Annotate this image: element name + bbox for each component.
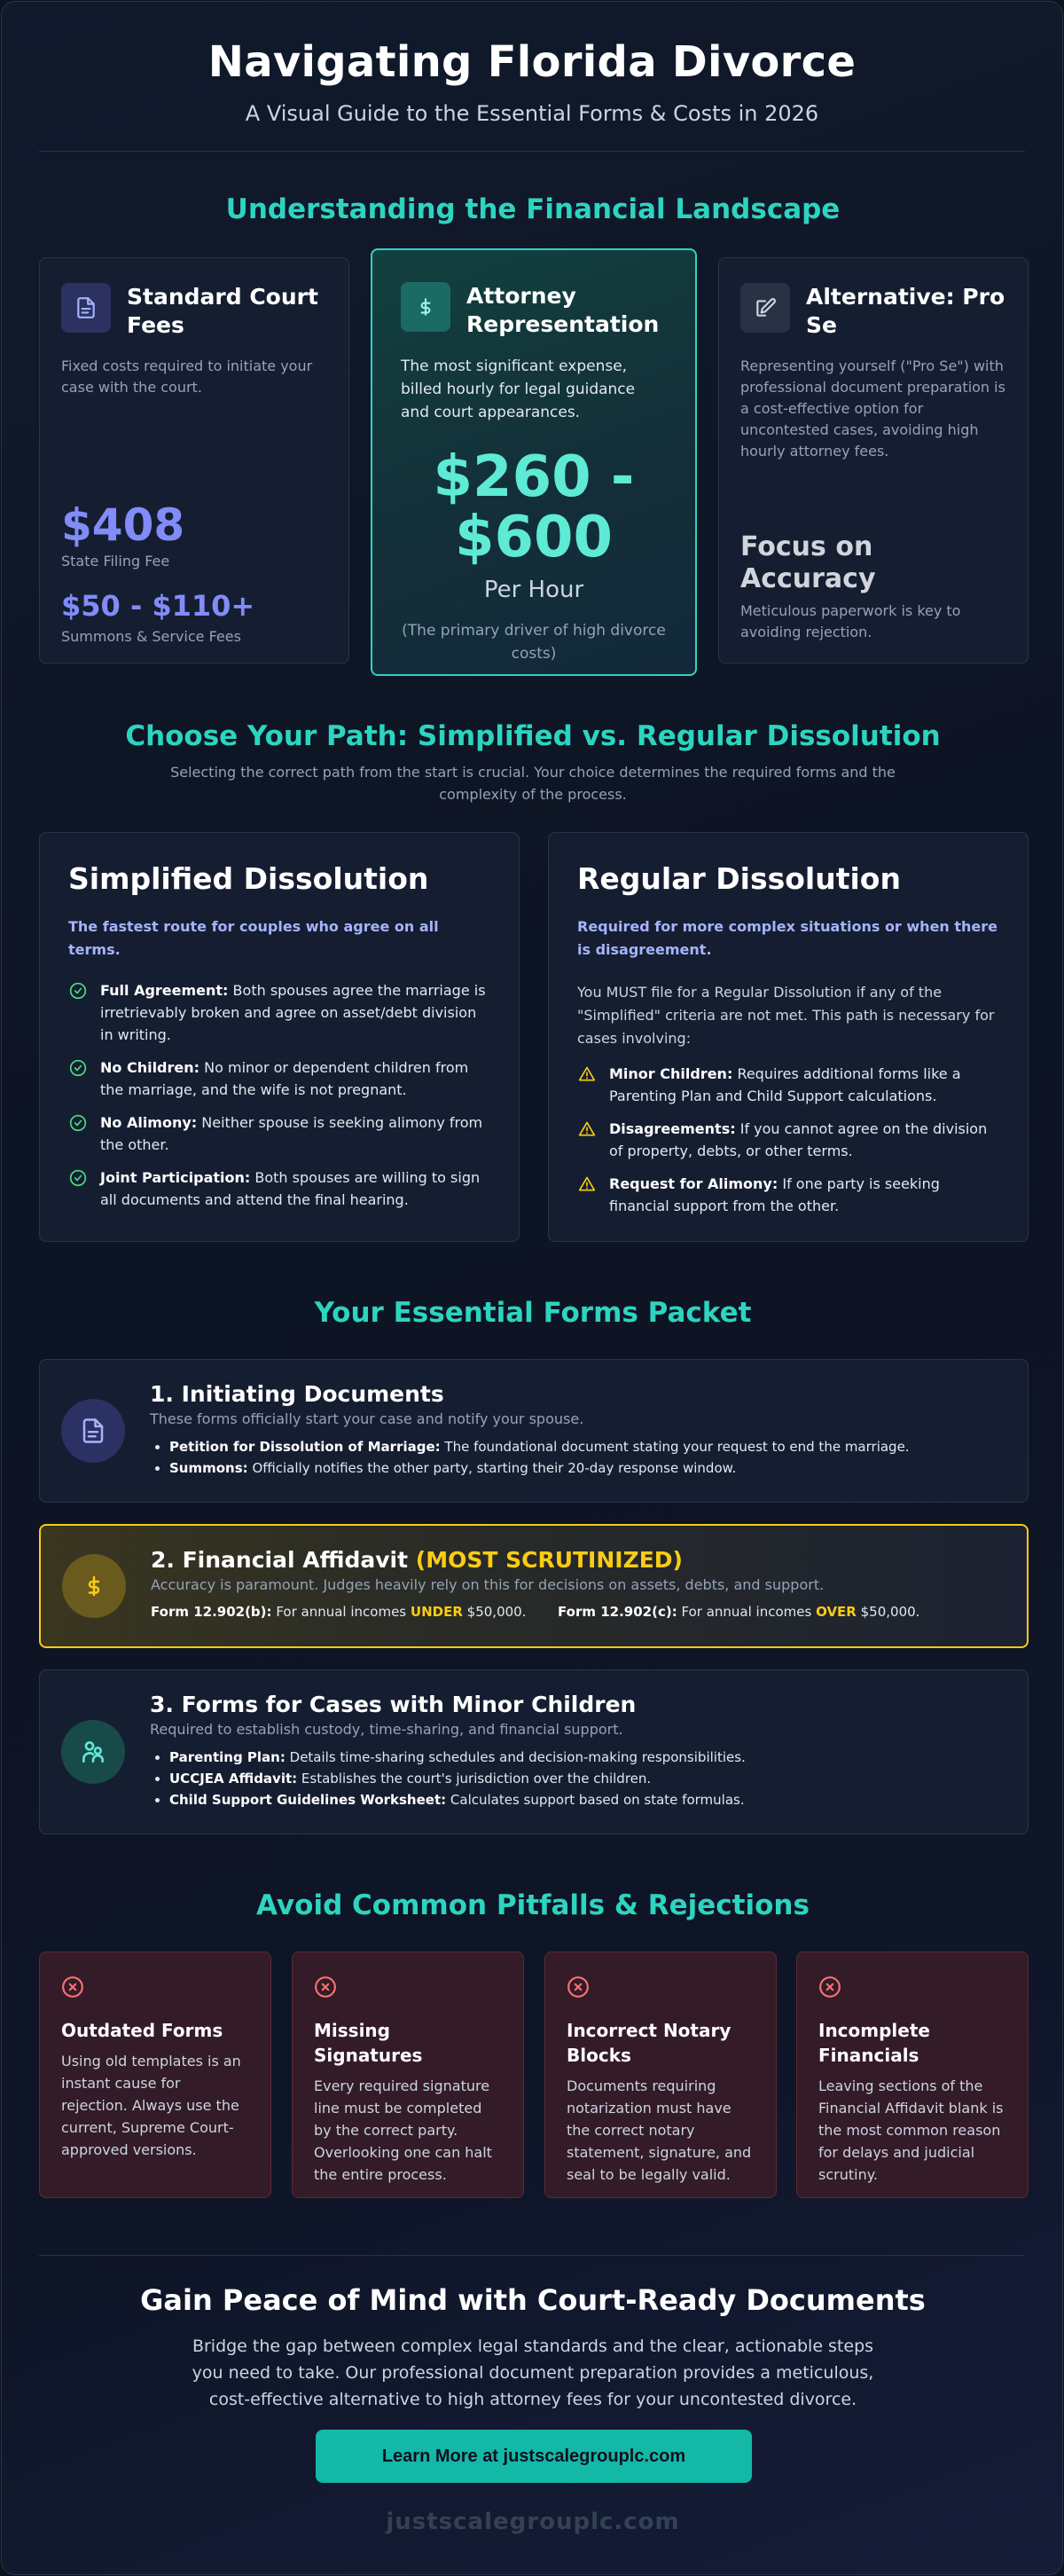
regular-intro: You MUST file for a Regular Dissolution if any of the "Simplified" criteria are not met. This path is necessary for cases involving:	[577, 984, 995, 1047]
attorney-title: Attorney Representation	[466, 283, 660, 337]
financial-affidavit-card	[39, 1524, 1029, 1648]
list-item: • Petition for Dissolution of Marriage: The foundational document stating your request to end the marriage.	[169, 1436, 1006, 1457]
pitfall-card	[39, 1952, 271, 2198]
service-fee-label: Summons & Service Fees	[61, 628, 241, 645]
court-fees-title: Standard Court Fees	[127, 284, 318, 338]
pro-se-description: Representing yourself ("Pro Se") with professional document preparation is a cost-effective option for uncontested cases, avoiding high hourly attorney fees.	[740, 357, 1005, 459]
children-forms-list	[150, 1747, 1006, 1810]
cta-text: Bridge the gap between complex legal standards and the clear, actionable steps you need to take. Our professional document preparation provides a meticulous, cost-effective alternative to high attorney fees for your uncontested divorce.	[192, 2336, 874, 2409]
service-fee-amount: $50 - $110+	[61, 589, 255, 623]
simplified-title: Simplified Dissolution	[68, 861, 429, 896]
filing-fee-label: State Filing Fee	[61, 553, 170, 569]
minor-children-forms-card	[39, 1669, 1029, 1834]
children-forms-subtitle: Required to establish custody, time-sharing, and financial support.	[150, 1721, 623, 1738]
x-circle-icon	[61, 1975, 84, 1999]
warning-icon	[577, 1120, 597, 1138]
paths-section-title: Choose Your Path: Simplified vs. Regular Dissolution	[125, 720, 941, 752]
court-fees-description: Fixed costs required to initiate your case with the court.	[61, 357, 313, 396]
affidavit-title: 2. Financial Affidavit (MOST SCRUTINIZED)	[151, 1547, 683, 1573]
focus-label: Meticulous paperwork is key to avoiding rejection.	[740, 602, 961, 640]
filing-fee-amount: $408	[61, 499, 185, 551]
check-circle-icon	[68, 982, 88, 1000]
affidavit-form-options: Form 12.902(b): For annual incomes UNDER $50,000. Form 12.902(c): For annual incomes OVER $50,000.	[151, 1604, 920, 1620]
pro-se-title: Alternative: Pro Se	[806, 284, 1005, 338]
children-forms-title: 3. Forms for Cases with Minor Children	[150, 1692, 637, 1717]
list-item: Disagreements: If you cannot agree on the division of property, debts, or other terms.	[577, 1118, 999, 1162]
header-divider	[39, 151, 1025, 152]
document-icon	[61, 283, 111, 333]
document-icon	[61, 1399, 125, 1463]
pitfall-title: Missing Signatures	[314, 2020, 423, 2066]
financial-section-title: Understanding the Financial Landscape	[225, 193, 841, 225]
pitfall-card	[544, 1952, 777, 2198]
attorney-rate-unit: Per Hour	[483, 577, 584, 603]
initiating-forms-list	[150, 1436, 1006, 1479]
simplified-criteria-list	[68, 979, 490, 1211]
pitfall-description: Documents requiring notarization must have the correct notary statement, signature, and seal to be legally valid.	[567, 2077, 752, 2183]
pitfall-card	[292, 1952, 524, 2198]
regular-dissolution-card	[548, 832, 1029, 1242]
page-header	[2, 2, 1062, 126]
check-circle-icon	[68, 1059, 88, 1077]
pitfall-title: Incomplete Financials	[818, 2020, 930, 2066]
list-item: • Child Support Guidelines Worksheet: Calculates support based on state formulas.	[169, 1789, 1006, 1810]
pitfall-description: Every required signature line must be completed by the correct party. Overlooking one can halt the entire process.	[314, 2077, 492, 2183]
regular-title: Regular Dissolution	[577, 861, 901, 896]
affidavit-subtitle: Accuracy is paramount. Judges heavily rely on this for decisions on assets, debts, and support.	[151, 1576, 825, 1593]
simplified-dissolution-card	[39, 832, 520, 1242]
pitfalls-section-title: Avoid Common Pitfalls & Rejections	[256, 1889, 810, 1921]
pitfall-card	[796, 1952, 1029, 2198]
simplified-lead: The fastest route for couples who agree on all terms.	[68, 918, 439, 958]
forms-section-title: Your Essential Forms Packet	[314, 1297, 752, 1329]
x-circle-icon	[314, 1975, 337, 1999]
regular-lead: Required for more complex situations or when there is disagreement.	[577, 918, 998, 958]
family-icon	[61, 1720, 125, 1784]
most-scrutinized-badge: (MOST SCRUTINIZED)	[415, 1547, 683, 1573]
cta-title: Gain Peace of Mind with Court-Ready Documents	[140, 2283, 926, 2317]
list-item: No Alimony: Neither spouse is seeking alimony from the other.	[68, 1111, 490, 1156]
footer-brand: justscalegrouplc.com	[386, 2509, 680, 2535]
list-item: • UCCJEA Affidavit: Establishes the court's jurisdiction over the children.	[169, 1768, 1006, 1789]
attorney-card	[371, 248, 697, 676]
initiating-title: 1. Initiating Documents	[150, 1381, 444, 1407]
list-item: • Parenting Plan: Details time-sharing schedules and decision-making responsibilities.	[169, 1747, 1006, 1768]
x-circle-icon	[567, 1975, 590, 1999]
list-item: No Children: No minor or dependent children from the marriage, and the wife is not pregnant.	[68, 1056, 490, 1101]
page-frame	[1, 1, 1063, 2575]
list-item: Joint Participation: Both spouses are willing to sign all documents and attend the final hearing.	[68, 1166, 490, 1211]
pitfall-description: Using old templates is an instant cause for rejection. Always use the current, Supreme Court-approved versions.	[61, 2053, 241, 2158]
initiating-documents-card	[39, 1359, 1029, 1503]
cta-divider	[39, 2255, 1025, 2256]
focus-heading: Focus on Accuracy	[740, 531, 876, 594]
dollar-icon	[62, 1554, 126, 1618]
financial-cards	[39, 257, 1029, 674]
page-subtitle: A Visual Guide to the Essential Forms & Costs in 2026	[245, 101, 819, 126]
warning-icon	[577, 1175, 597, 1193]
attorney-description: The most significant expense, billed hourly for legal guidance and court appearances.	[401, 357, 636, 421]
regular-criteria-list	[577, 1063, 999, 1217]
page-title: Navigating Florida Divorce	[207, 37, 857, 87]
edit-icon	[740, 283, 790, 333]
dollar-icon	[401, 282, 450, 332]
initiating-subtitle: These forms officially start your case and notify your spouse.	[150, 1410, 584, 1427]
attorney-rate-amount: $260 - $600	[433, 444, 635, 570]
check-circle-icon	[68, 1169, 88, 1187]
check-circle-icon	[68, 1114, 88, 1132]
list-item: • Summons: Officially notifies the other party, starting their 20-day response window.	[169, 1457, 1006, 1479]
list-item: Request for Alimony: If one party is seeking financial support from the other.	[577, 1173, 999, 1217]
paths-section-subtitle: Selecting the correct path from the start is crucial. Your choice determines the required forms and the complexity of the process.	[170, 764, 896, 803]
attorney-rate-note: (The primary driver of high divorce costs)	[402, 622, 666, 663]
warning-icon	[577, 1065, 597, 1083]
list-item: Full Agreement: Both spouses agree the marriage is irretrievably broken and agree on asset/debt division in writing.	[68, 979, 490, 1046]
pitfall-title: Incorrect Notary Blocks	[567, 2020, 732, 2066]
court-fees-card	[39, 257, 349, 664]
list-item: Minor Children: Requires additional forms like a Parenting Plan and Child Support calculations.	[577, 1063, 999, 1107]
pitfall-title: Outdated Forms	[61, 2020, 223, 2041]
x-circle-icon	[818, 1975, 841, 1999]
pro-se-card	[718, 257, 1029, 664]
pitfall-description: Leaving sections of the Financial Affidavit blank is the most common reason for delays and judicial scrutiny.	[818, 2077, 1004, 2183]
learn-more-button[interactable]: Learn More at justscalegrouplc.com	[316, 2430, 752, 2483]
